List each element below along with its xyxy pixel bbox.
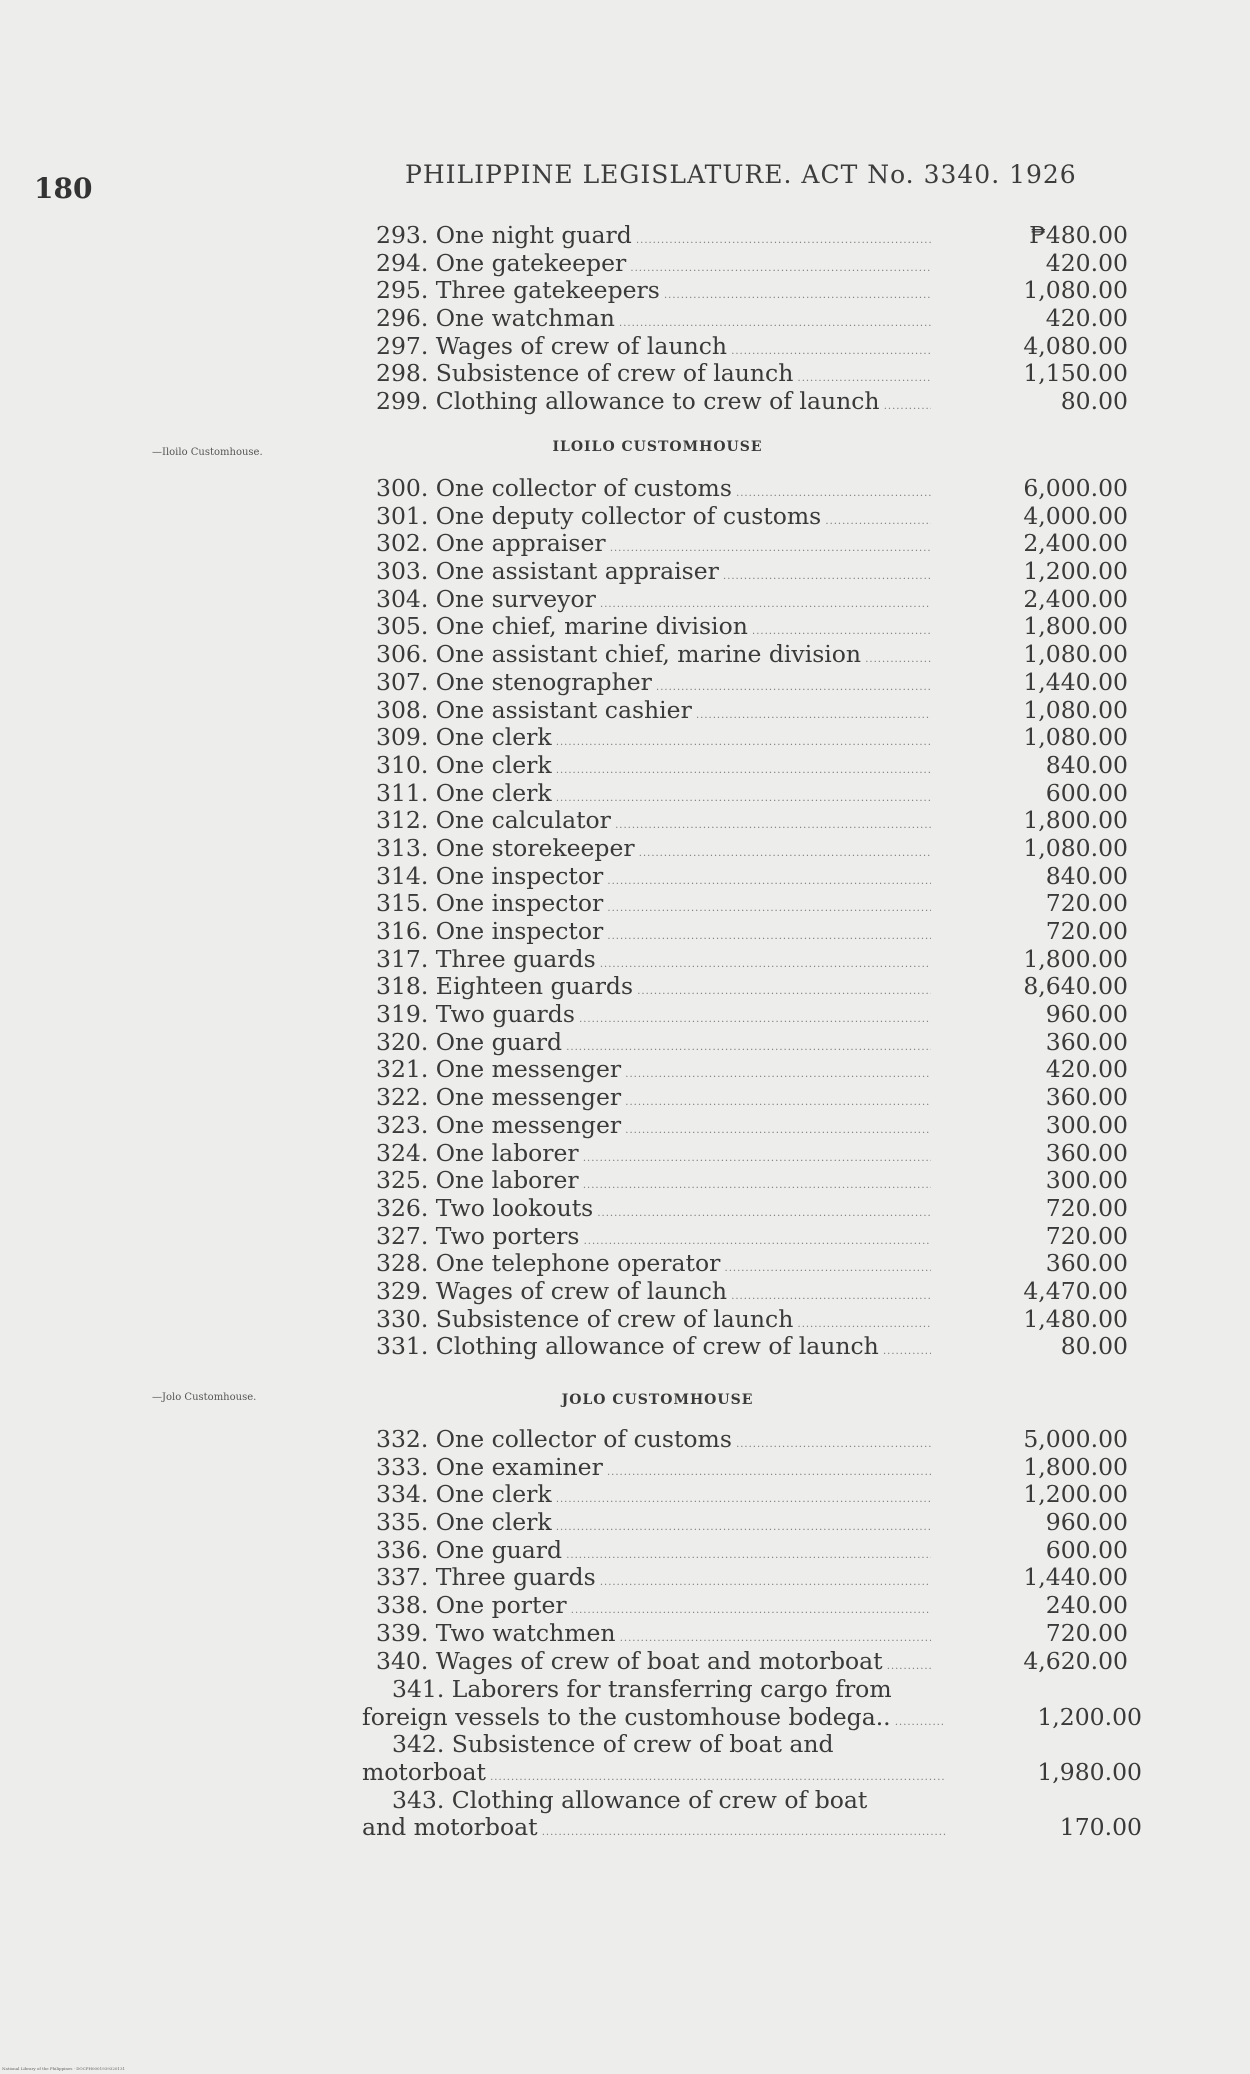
item-label: 326. Two lookouts ..... xyxy=(376,1195,931,1228)
item-label: 306. One assistant chief, marine division ..... xyxy=(376,641,931,674)
list-item xyxy=(0,1592,1250,1620)
item-amount: 1,440.00 xyxy=(1023,1563,1128,1592)
item-list-multiline xyxy=(0,1676,1250,1842)
item-amount: 1,200.00 xyxy=(1023,1480,1128,1509)
list-item xyxy=(0,1676,1250,1731)
item-label: 303. One assistant appraiser ..... xyxy=(376,558,931,591)
item-amount: 1,080.00 xyxy=(1023,695,1128,724)
item-label: 323. One messenger ..... xyxy=(376,1112,931,1145)
running-head: PHILIPPINE LEGISLATURE. ACT No. 3340. 1926 xyxy=(405,160,1077,189)
item-label: 339. Two watchmen ..... xyxy=(376,1620,931,1653)
item-amount: 80.00 xyxy=(1060,387,1128,416)
item-amount: 1,150.00 xyxy=(1023,359,1128,388)
item-label: 318. Eighteen guards ..... xyxy=(376,973,931,1006)
item-amount: 80.00 xyxy=(1060,1332,1128,1361)
list-item xyxy=(0,558,1250,586)
list-item xyxy=(0,1731,1250,1786)
list-item xyxy=(0,305,1250,333)
item-label-line-1: 341. Laborers for transferring cargo from xyxy=(392,1675,892,1703)
item-amount: 8,640.00 xyxy=(1023,972,1128,1001)
item-label: 301. One deputy collector of customs ..... xyxy=(376,503,931,536)
item-label: 316. One inspector ..... xyxy=(376,918,931,951)
item-amount: 1,800.00 xyxy=(1023,944,1128,973)
item-amount: 1,080.00 xyxy=(1023,833,1128,862)
list-item xyxy=(0,1223,1250,1251)
item-amount: 5,000.00 xyxy=(1023,1425,1128,1453)
item-amount: 1,480.00 xyxy=(1023,1304,1128,1333)
item-label-line-2: motorboat ..... xyxy=(362,1759,946,1792)
item-label: 311. One clerk ..... xyxy=(376,780,931,813)
list-item xyxy=(0,1648,1250,1676)
item-amount: 1,200.00 xyxy=(1037,1702,1142,1731)
item-label: 299. Clothing allowance to crew of launch ..... xyxy=(376,388,931,421)
item-label: 338. One porter ..... xyxy=(376,1592,931,1625)
item-amount: 600.00 xyxy=(1045,1535,1128,1564)
list-item xyxy=(0,1537,1250,1565)
list-item xyxy=(0,752,1250,780)
list-item xyxy=(0,918,1250,946)
list-item xyxy=(0,1509,1250,1537)
section-heading-jolo: JOLO CUSTOMHOUSE xyxy=(561,1392,754,1408)
item-amount: 4,080.00 xyxy=(1023,331,1128,360)
item-amount: 360.00 xyxy=(1045,1083,1128,1112)
list-item xyxy=(0,1056,1250,1084)
item-label: 304. One surveyor ..... xyxy=(376,586,931,619)
item-amount: 840.00 xyxy=(1045,861,1128,890)
item-amount: 960.00 xyxy=(1045,1508,1128,1537)
item-label: 340. Wages of crew of boat and motorboat ..... xyxy=(376,1648,931,1681)
item-label: 298. Subsistence of crew of launch ..... xyxy=(376,360,931,393)
list-item xyxy=(0,475,1250,503)
list-item xyxy=(0,613,1250,641)
item-amount: 240.00 xyxy=(1045,1591,1128,1620)
list-item xyxy=(0,586,1250,614)
item-amount: 1,800.00 xyxy=(1023,612,1128,641)
item-label-line-2: and motorboat ..... xyxy=(362,1814,946,1847)
list-item xyxy=(0,1167,1250,1195)
item-label: 297. Wages of crew of launch ..... xyxy=(376,333,931,366)
item-amount: 600.00 xyxy=(1045,778,1128,807)
list-item xyxy=(0,1029,1250,1057)
list-item xyxy=(0,1564,1250,1592)
item-label: 305. One chief, marine division ..... xyxy=(376,613,931,646)
item-amount: 720.00 xyxy=(1045,1221,1128,1250)
item-label: 333. One examiner ..... xyxy=(376,1454,931,1487)
item-label: 309. One clerk ..... xyxy=(376,724,931,757)
margin-note-iloilo: —Iloilo Customhouse. xyxy=(152,447,263,458)
section-heading-iloilo: ILOILO CUSTOMHOUSE xyxy=(552,439,763,455)
item-amount: 4,000.00 xyxy=(1023,501,1128,530)
list-item xyxy=(0,222,1250,250)
item-label: 327. Two porters ..... xyxy=(376,1223,931,1256)
item-amount: 360.00 xyxy=(1045,1138,1128,1167)
item-amount: 6,000.00 xyxy=(1023,474,1128,502)
item-amount: 1,800.00 xyxy=(1023,1452,1128,1481)
item-amount: 420.00 xyxy=(1045,1055,1128,1084)
item-label: 313. One storekeeper ..... xyxy=(376,835,931,868)
item-label: 293. One night guard ..... xyxy=(376,222,931,255)
list-item xyxy=(0,946,1250,974)
list-item xyxy=(0,277,1250,305)
list-item xyxy=(0,1333,1250,1361)
item-label: 337. Three guards ..... xyxy=(376,1564,931,1597)
item-amount: 960.00 xyxy=(1045,1000,1128,1029)
item-amount: 1,080.00 xyxy=(1023,276,1128,305)
page-number: 180 xyxy=(34,172,93,205)
item-label: 294. One gatekeeper ..... xyxy=(376,250,931,283)
item-label: 319. Two guards ..... xyxy=(376,1001,931,1034)
item-list-top xyxy=(0,222,1250,416)
item-label: 324. One laborer ..... xyxy=(376,1140,931,1173)
item-amount: 1,980.00 xyxy=(1037,1758,1142,1787)
item-amount: 720.00 xyxy=(1045,1618,1128,1647)
item-amount: 720.00 xyxy=(1045,1193,1128,1222)
item-label: 328. One telephone operator ..... xyxy=(376,1250,931,1283)
list-item xyxy=(0,724,1250,752)
item-label: 330. Subsistence of crew of launch ..... xyxy=(376,1306,931,1339)
item-label: 325. One laborer ..... xyxy=(376,1167,931,1200)
list-item xyxy=(0,973,1250,1001)
list-item xyxy=(0,1306,1250,1334)
item-amount: 720.00 xyxy=(1045,889,1128,918)
item-label: 296. One watchman ..... xyxy=(376,305,931,338)
item-label: 295. Three gatekeepers ..... xyxy=(376,277,931,310)
item-label: 329. Wages of crew of launch ..... xyxy=(376,1278,931,1311)
item-amount: ₱480.00 xyxy=(1029,221,1128,249)
list-item xyxy=(0,697,1250,725)
item-label-line-1: 343. Clothing allowance of crew of boat xyxy=(392,1785,868,1814)
list-item xyxy=(0,890,1250,918)
list-item xyxy=(0,1001,1250,1029)
item-amount: 300.00 xyxy=(1045,1110,1128,1139)
list-item xyxy=(0,669,1250,697)
item-label: 334. One clerk ..... xyxy=(376,1481,931,1514)
list-item xyxy=(0,1084,1250,1112)
item-label: 335. One clerk ..... xyxy=(376,1509,931,1542)
item-amount: 1,800.00 xyxy=(1023,806,1128,835)
list-item xyxy=(0,807,1250,835)
item-label: 308. One assistant cashier ..... xyxy=(376,697,931,730)
item-amount: 4,470.00 xyxy=(1023,1276,1128,1305)
item-amount: 1,080.00 xyxy=(1023,723,1128,752)
list-item xyxy=(0,1195,1250,1223)
item-amount: 1,080.00 xyxy=(1023,640,1128,669)
item-amount: 300.00 xyxy=(1045,1166,1128,1195)
list-item xyxy=(0,1112,1250,1140)
list-item xyxy=(0,530,1250,558)
item-label: 310. One clerk ..... xyxy=(376,752,931,785)
item-label: 322. One messenger ..... xyxy=(376,1084,931,1117)
list-item xyxy=(0,503,1250,531)
list-item xyxy=(0,333,1250,361)
item-label: 317. Three guards ..... xyxy=(376,946,931,979)
item-label: 332. One collector of customs ..... xyxy=(376,1426,931,1459)
item-amount: 4,620.00 xyxy=(1023,1646,1128,1675)
list-item xyxy=(0,1140,1250,1168)
margin-note-jolo: —Jolo Customhouse. xyxy=(152,1392,257,1403)
list-item xyxy=(0,1481,1250,1509)
item-label: 300. One collector of customs ..... xyxy=(376,475,931,508)
item-label: 331. Clothing allowance of crew of launch ..... xyxy=(376,1333,931,1366)
list-item xyxy=(0,1278,1250,1306)
item-amount: 2,400.00 xyxy=(1023,529,1128,558)
item-list-jolo xyxy=(0,1426,1250,1675)
item-label: 314. One inspector ..... xyxy=(376,863,931,896)
item-amount: 1,440.00 xyxy=(1023,667,1128,696)
list-item xyxy=(0,1426,1250,1454)
list-item xyxy=(0,250,1250,278)
list-item xyxy=(0,780,1250,808)
footer-note: National Library of the Philippines · DOCPH0001939320131 xyxy=(2,2066,126,2071)
item-label: 302. One appraiser ..... xyxy=(376,530,931,563)
list-item xyxy=(0,1250,1250,1278)
list-item xyxy=(0,388,1250,416)
item-amount: 360.00 xyxy=(1045,1249,1128,1278)
item-label: 321. One messenger ..... xyxy=(376,1056,931,1089)
item-label: 336. One guard ..... xyxy=(376,1537,931,1570)
list-item xyxy=(0,641,1250,669)
item-amount: 840.00 xyxy=(1045,750,1128,779)
item-label-line-1: 342. Subsistence of crew of boat and xyxy=(392,1730,834,1759)
list-item xyxy=(0,1454,1250,1482)
item-list-iloilo xyxy=(0,475,1250,1361)
item-amount: 420.00 xyxy=(1045,248,1128,277)
item-amount: 720.00 xyxy=(1045,917,1128,945)
item-amount: 420.00 xyxy=(1045,304,1128,333)
item-label: 312. One calculator ..... xyxy=(376,807,931,840)
item-label: 307. One stenographer ..... xyxy=(376,669,931,702)
item-label: 320. One guard ..... xyxy=(376,1029,931,1062)
list-item xyxy=(0,1787,1250,1842)
item-label-line-2: foreign vessels to the customhouse bodega.. ..... xyxy=(362,1704,946,1737)
list-item xyxy=(0,1620,1250,1648)
item-label: 315. One inspector ..... xyxy=(376,890,931,923)
list-item xyxy=(0,863,1250,891)
item-amount: 1,200.00 xyxy=(1023,557,1128,586)
item-amount: 170.00 xyxy=(1059,1813,1142,1842)
list-item xyxy=(0,360,1250,388)
item-amount: 360.00 xyxy=(1045,1027,1128,1056)
item-amount: 2,400.00 xyxy=(1023,584,1128,613)
list-item xyxy=(0,835,1250,863)
